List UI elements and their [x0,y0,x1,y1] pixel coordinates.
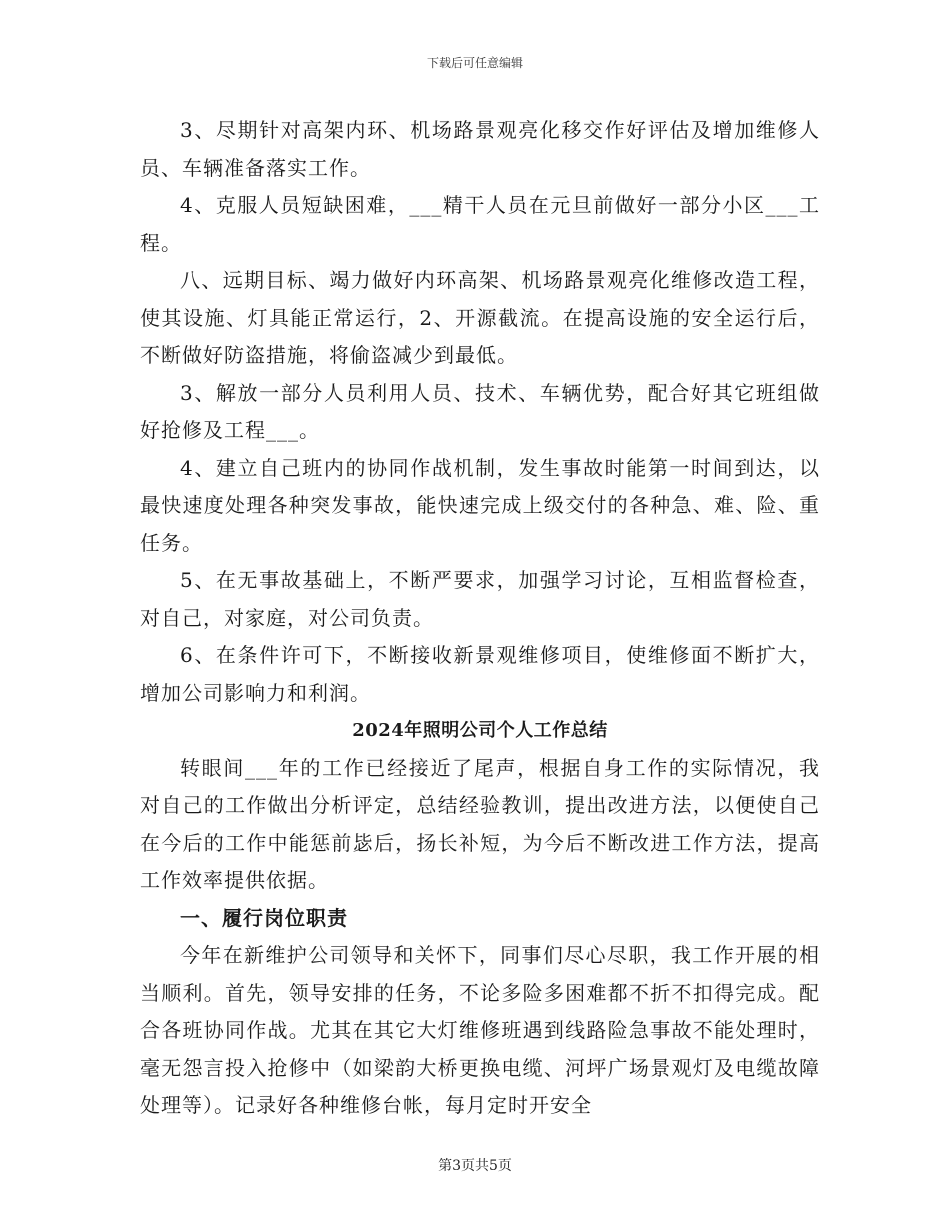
paragraph-item-3b: 3、解放一部分人员利用人员、技术、车辆优势，配合好其它班组做好抢修及工程___。 [140,380,820,442]
paragraph-item-4: 4、克服人员短缺困难，___精干人员在元旦前做好一部分小区___工程。 [140,193,820,255]
paragraph-long-term-goal: 八、远期目标、竭力做好内环高架、机场路景观亮化维修改造工程，使其设施、灯具能正常运行，2、开源截流。在提高设施的安全运行后，不断做好防盗措施，将偷盗减少到最低。 [140,268,820,367]
intro-paragraph: 转眼间___年的工作已经接近了尾声，根据自身工作的实际情况，我对自己的工作做出分析评定，总结经验教训，提出改进方法，以便使自己在今后的工作中能惩前毖后，扬长补短，为今后不断改进工作方法，提高工作效率提供依据。 [140,755,820,892]
page-header: 下载后可任意编辑 [426,56,523,70]
paragraph-item-6: 6、在条件许可下，不断接收新景观维修项目，使维修面不断扩大，增加公司影响力和利润。 [140,643,820,705]
body-paragraph: 今年在新维护公司领导和关怀下，同事们尽心尽职，我工作开展的相当顺利。首先，领导安排的任务，不论多险多困难都不折不扣得完成。配合各班协同作战。尤其在其它大灯维修班遇到线路险急事故不能处理时，毫无怨言投入抢修中（如梁韵大桥更换电缆、河坪广场景观灯及电缆故障处理等）。记录好各种维修台帐，每月定时开安全 [140,943,820,1117]
subheading: 一、履行岗位职责 [180,905,348,930]
page-footer: 第3页共5页 [438,1158,512,1174]
section-title: 2024年照明公司个人工作总结 [352,720,608,741]
paragraph-item-4b: 4、建立自己班内的协同作战机制，发生事故时能第一时间到达，以最快速度处理各种突发事故，能快速完成上级交付的各种急、难、险、重任务。 [140,455,820,555]
paragraph-item-3: 3、尽期针对高架内环、机场路景观亮化移交作好评估及增加维修人员、车辆准备落实工作。 [140,118,820,180]
document-body [140,112,820,1125]
paragraph-item-5: 5、在无事故基础上，不断严要求，加强学习讨论，互相监督检查，对自己，对家庭，对公司负责。 [140,568,820,630]
